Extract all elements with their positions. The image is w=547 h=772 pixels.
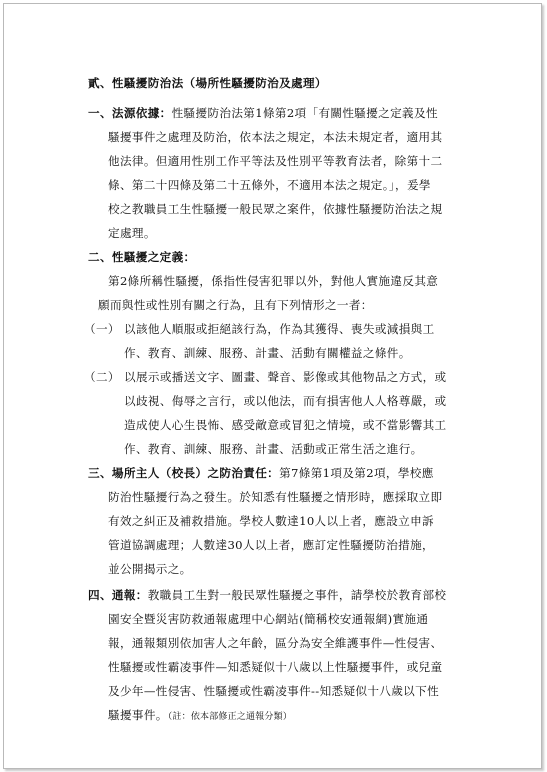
section-4-line-3: 報，通報類別依加害人之年齡，區分為安全維護事件—性侵害、: [108, 636, 443, 650]
section-3-line-4: 管道協調處理；人數達30人以上者，應訂定性騷擾防治措施，: [108, 538, 434, 552]
section-3-line-3: 有效之糾正及補救措施。學校人數達10人以上者，應設立申訴: [108, 514, 434, 528]
section-1-label: 一、法源依據：: [88, 106, 172, 120]
section-3-line-2: 防治性騷擾行為之發生。於知悉有性騷擾之情形時，應採取立即: [108, 490, 443, 504]
item-2-line-3: 造成使人心生畏怖、感受敵意或冒犯之情境，或不當影響其工: [124, 418, 447, 432]
item-1-line-1: 以該他人順服或拒絕該行為，作為其獲得、喪失或減損與工: [124, 322, 435, 336]
section-2-line-1: 第2條所稱性騷擾，係指性侵害犯罪以外，對他人實施違反其意: [108, 274, 439, 288]
section-3-line-1: 三、場所主人（校長）之防治責任：第7條第1項及第2項，學校應: [88, 466, 434, 480]
section-1-line-4: 條、第二十四條及第二十五條外，不適用本法之規定。」，爰學: [108, 178, 431, 192]
section-2-line-2: 願而與性或性別有關之行為，且有下列情形之一者：: [98, 298, 373, 312]
section-2-label: 二、性騷擾之定義：: [88, 250, 196, 264]
section-3-label: 三、場所主人（校長）之防治責任：: [88, 466, 280, 480]
section-heading: 貳、性騷擾防治法（場所性騷擾防治及處理）: [88, 76, 327, 90]
section-4-line-1: 四、通報：教職員工生對一般民眾性騷擾之事件，請學校於教育部校: [88, 588, 447, 602]
section-1-line-2: 騷擾事件之處理及防治，依本法之規定，本法未規定者，適用其: [108, 130, 443, 144]
item-2-line-1: 以展示或播送文字、圖畫、聲音、影像或其他物品之方式，或: [124, 370, 447, 384]
section-4-line-5: 及少年—性侵害、性騷擾或性霸凌事件--知悉疑似十八歲以下性: [108, 684, 440, 698]
section-4-line-4: 性騷擾或性霸凌事件—知悉疑似十八歲以上性騷擾事件，或兒童: [108, 660, 443, 674]
item-2-line-4: 作、教育、訓練、服務、計畫、活動或正常生活之進行。: [124, 442, 423, 456]
section-3-line-5: 並公開揭示之。: [108, 562, 192, 576]
section-4-line-2: 園安全暨災害防救通報處理中心網站(簡稱校安通報網)實施通: [108, 612, 429, 626]
section-1-line-6: 定處理。: [108, 226, 156, 240]
item-2-label: （二）: [84, 370, 120, 384]
item-2-line-2: 以歧視、侮辱之言行，或以他法，而有損害他人人格尊嚴，或: [124, 394, 447, 408]
section-1-line-3: 他法律。但適用性別工作平等法及性別平等教育法者，除第十二: [108, 154, 443, 168]
section-4-label: 四、通報：: [88, 588, 148, 602]
section-1-line-5: 校之教職員工生性騷擾一般民眾之案件，依據性騷擾防治法之規: [108, 202, 443, 216]
item-1-line-2: 作、教育、訓練、服務、計畫、活動有關權益之條件。: [124, 346, 411, 360]
item-1-label: （一）: [84, 322, 120, 336]
section-4-line-6: 騷擾事件。（註：依本部修正之通報分類）: [108, 708, 293, 722]
section-1-line-1: 一、法源依據：性騷擾防治法第1條第2項「有關性騷擾之定義及性: [88, 106, 438, 120]
section-4-note: （註：依本部修正之通報分類）: [167, 712, 293, 722]
